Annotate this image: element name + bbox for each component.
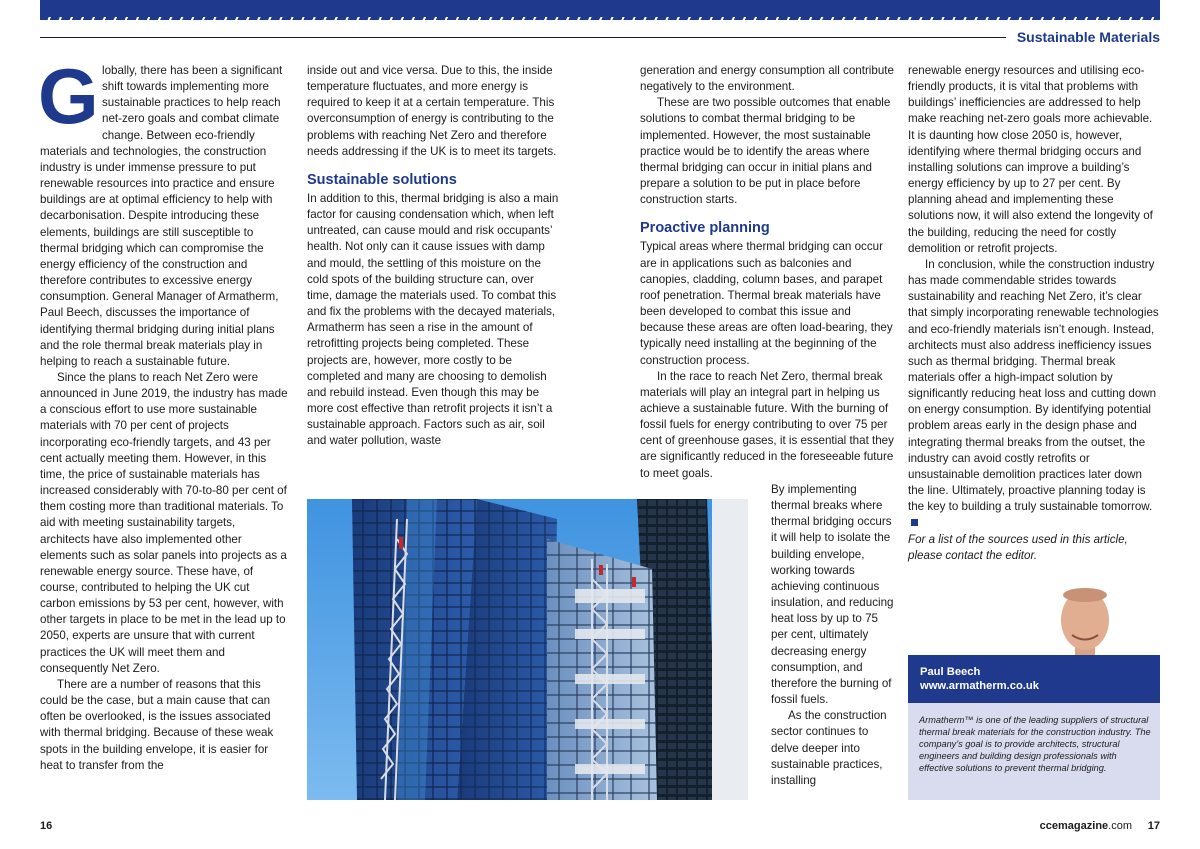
- body-paragraph: By implementing thermal breaks where thermal bridging occurs it will help to isolate the building envelope, working towards achieving continuous insulation, and reducing heat loss by up to 75 per cent, ultimately decreasing energy consumption, and therefore the burning of fossil fuels.: [771, 483, 894, 707]
- intro-paragraph: lobally, there has been a significant shift towards implementing more sustainable practices to help reach net-zero goals and combat climate change. Between eco-friendly materials and technologies, the construction industry is under immense pressure to put renewable resources into practice and ensure buildings are at optimal efficiency to help with decarbonisation. Despite introducing these elements, buildings are still susceptible to thermal bridging which can compromise the energy efficiency of the construction and therefore contributes to excessive energy consumption. General Manager of Armatherm, Paul Beech, discusses the importance of identifying thermal bridging during initial plans and the role thermal break materials play in helping to reach a sustainable future.: [40, 64, 283, 368]
- conclusion-text: In conclusion, while the construction industry has made commendable strides towards sustainability and reaching Net Zero, it’s clear that simply incorporating renewable technologies and eco-friendly materials isn’t enough. Instead, architects must also address inefficiency issues such as thermal bridging. Thermal break materials offer a high-impact solution by significantly reducing heat loss and cutting down on energy consumption. By identifying potential problem areas early in the design phase and integrating thermal breaks from the outset, the industry can avoid costly retrofits or unsustainable demolition practices later down the line. Ultimately, proactive planning today is the key to building a truly sustainable tomorrow.: [908, 257, 1159, 514]
- page-number-left: 16: [40, 820, 53, 832]
- subheading-proactive-planning: Proactive planning: [640, 220, 770, 237]
- article-column-3: [640, 63, 894, 482]
- building-illustration: [307, 499, 748, 800]
- author-website-link[interactable]: www.armatherm.co.uk: [920, 680, 1039, 692]
- article-column-1: [38, 52, 288, 774]
- page-number-right: 17: [1147, 820, 1160, 832]
- drop-cap: G: [38, 52, 99, 140]
- body-paragraph: These are two possible outcomes that enable solutions to combat thermal bridging to be implemented. However, the most sustainable practice would be to identify the areas where thermal bridging can occur in initial plans and prepare a solution to be put in place before construction starts.: [640, 96, 891, 207]
- body-paragraph: inside out and vice versa. Due to this, the inside temperature fluctuates, and more energy is required to keep it at a certain temperature. This overconsumption of energy is contributing to the problems with reaching Net Zero and therefore needs addressing if the UK is to meet its targets.: [307, 64, 557, 158]
- article-column-2: [307, 63, 561, 449]
- body-paragraph: There are a number of reasons that this could be the case, but a main cause that can often be overlooked, is the issues associated with thermal bridging. Because of these weak spots in the building envelope, it is easier for heat to transfer from the: [40, 677, 274, 772]
- top-color-band: [40, 0, 1160, 20]
- site-name: ccemagazine: [1039, 820, 1109, 832]
- article-column-4: [908, 63, 1160, 564]
- building-photo: [307, 499, 748, 800]
- magazine-site: [1040, 820, 1132, 832]
- body-paragraph: In addition to this, thermal bridging is also a main factor for causing condensation which, when left untreated, can cause mould and risk occupants’ health. Not only can it cause issues with damp and mould, the settling of this moisture on the cold spots of the building structure can, over time, damage the materials used. To combat this and fix the problems with the decayed materials, Armatherm has seen a rise in the amount of retrofitting projects being completed. These projects are, however, more costly to be completed and many are choosing to demolish and rebuild instead. Even though this may be more cost effective than retrofit projects it isn’t a sustainable approach. Factors such as air, soil and water pollution, waste: [307, 191, 559, 448]
- body-paragraph: generation and energy consumption all contribute negatively to the environment.: [640, 64, 894, 94]
- body-paragraph: renewable energy resources and utilising eco-friendly products, it is vital that problems with buildings’ inefficiencies are addressed to help make reaching net-zero goals more achievable. It is daunting how close 2050 is, however, identifying where thermal bridging occurs and installing solutions can improve a building’s energy efficiency by up to 27 per cent. By planning ahead and implementing these solutions now, it will also extend the longevity of the building, reducing the need for costly demolition or retrofit projects.: [908, 64, 1153, 255]
- site-tld: .com: [1108, 820, 1132, 832]
- body-paragraph: In the race to reach Net Zero, thermal break materials will play an integral part in helping us achieve a sustainable future. With the burning of fossil fuels for energy contributing to over 75 per cent of greenhouse gases, it is essential that they are significantly reduced in the foreseeable future to meet goals.: [640, 369, 894, 480]
- body-paragraph: As the construction sector continues to delve deeper into sustainable practices, installing: [771, 709, 887, 787]
- end-mark-icon: [911, 519, 918, 526]
- author-name: Paul Beech: [920, 666, 981, 678]
- subheading-sustainable-solutions: Sustainable solutions: [307, 171, 457, 188]
- header-rule: [40, 37, 1006, 38]
- body-paragraph: Since the plans to reach Net Zero were announced in June 2019, the industry has made a conscious effort to use more sustainable materials with 70 per cent of projects incorporating eco-friendly targets, and 43 per cent actually meeting them. However, in this time, the price of sustainable materials has increased considerably with 70-to-80 per cent of them costing more than traditional materials. To aid with meeting sustainability targets, architects have also implemented other elements such as solar panels into projects as a renewable energy source. These have, of course, contributed to helping the UK cut carbon emissions by 53 per cent, however, with other targets in place to be met in the lead up to 2050, experts are unsure that with current practices the UK will meet them and consequently Net Zero.: [40, 370, 288, 675]
- author-bio: Armatherm™ is one of the leading suppliers of structural thermal break materials for the construction industry. The company’s goal is to provide architects, structural engineers and building design professionals with effective solutions to prevent thermal bridging.: [919, 715, 1151, 774]
- conclusion-paragraph: [908, 257, 1160, 532]
- body-paragraph: Typical areas where thermal bridging can occur are in applications such as balconies and canopies, cladding, column bases, and parapet roof penetration. Thermal break materials have been developed to combat this issue and because these areas are often load-bearing, they typically need installing at the beginning of the construction process.: [640, 240, 893, 367]
- section-title: Sustainable Materials: [1016, 29, 1160, 45]
- article-column-3-wrap: [771, 482, 895, 789]
- sources-note: For a list of the sources used in this article, please contact the editor.: [908, 532, 1128, 562]
